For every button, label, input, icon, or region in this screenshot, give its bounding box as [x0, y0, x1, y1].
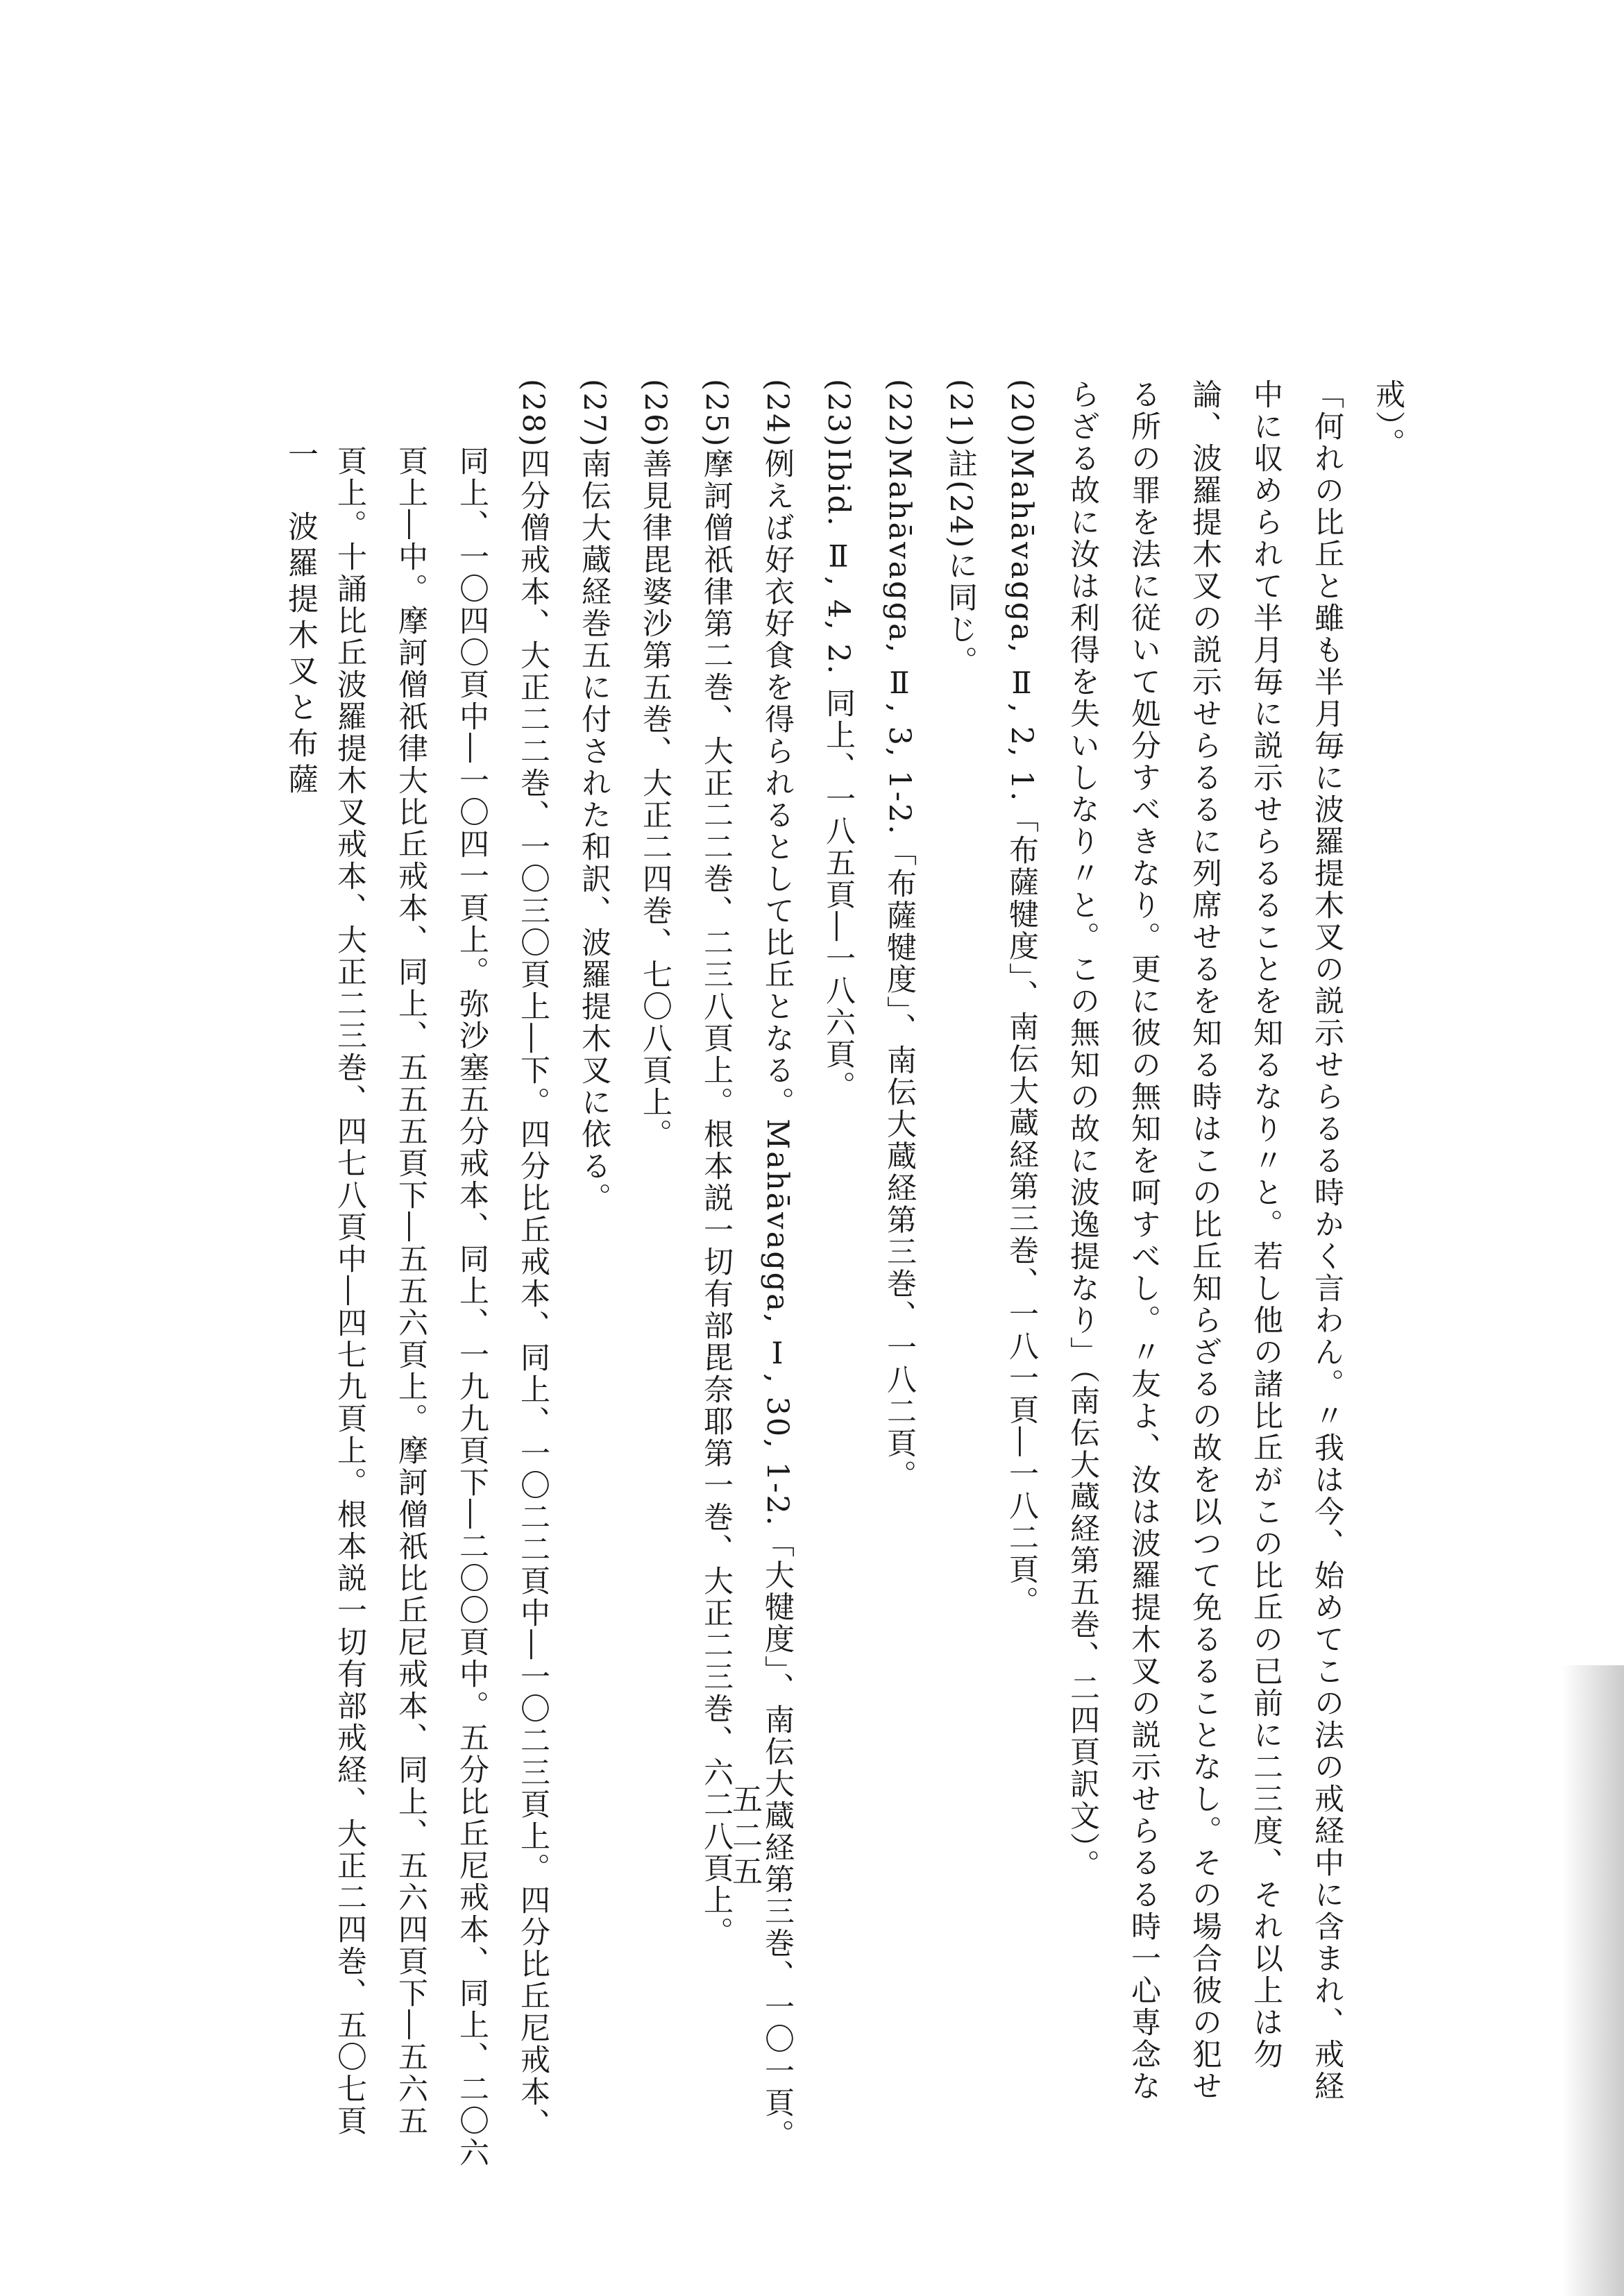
note-number: (21) — [943, 379, 978, 449]
note-text: 例えば好衣好食を得られるとして比丘となる。Mahāvagga, Ⅰ, 30, 1-2.「大犍度」、南伝大蔵経第三巻、一〇一頁。 — [760, 448, 795, 2152]
note-21 — [930, 379, 991, 1947]
note-text: 頁上―中。摩訶僧祇律大比丘戒本、同上、五五五頁下―五五六頁上。摩訶僧祇比丘尼戒本、同上、五六四頁下―五六五 — [394, 445, 428, 2137]
note-text: Mahāvagga, Ⅱ, 3, 1-2.「布薩犍度」、南伝大蔵経第三巻、一八二頁。 — [882, 448, 917, 1492]
text-line: 論、波羅提木叉の説示せらるるに列席せるを知る時はこの比丘知らざるの故を以つて免るることなし。その場合彼の犯せ — [1187, 379, 1222, 2102]
note-23 — [808, 379, 869, 1947]
note-28 — [502, 379, 564, 2141]
text-line: らざる故に汝は利得を失いしなり〃と。この無知の故に波逸提なり」（南伝大蔵経第五巻、二四頁訳文）。 — [1065, 379, 1100, 1881]
text-line: 中に収められて半月毎に説示せらるることを知るなり〃と。若し他の諸比丘がこの比丘の已前に二三度、それ以上は勿 — [1249, 379, 1283, 2070]
scan-edge-shadow — [1562, 1665, 1624, 2296]
note-text: 同上、一〇四〇頁中―一〇四一頁上。弥沙塞五分戒本、同上、一九九頁下―二〇〇頁中。五分比丘尼戒本、同上、二〇六 — [455, 445, 489, 2169]
note-text: 頁上。十誦比丘波羅提木叉戒本、大正二三巻、四七八頁中―四七九頁上。根本説一切有部戒経、大正二四巻、五〇七頁 — [332, 445, 367, 2137]
note-number: (25) — [699, 379, 734, 449]
note-text: 南伝大蔵経巻五に付された和訳、波羅提木叉に依る。 — [577, 448, 611, 1215]
note-22 — [869, 379, 930, 1947]
note-number: (20) — [1004, 379, 1039, 449]
note-24 — [747, 379, 808, 2152]
running-footer-title: 一 波羅提木叉と布薩 — [282, 439, 318, 799]
page-number: 五二五 — [727, 1783, 762, 1891]
note-number: (26) — [638, 379, 673, 449]
main-text-block — [319, 379, 1419, 2169]
note-20 — [991, 379, 1052, 1947]
note-28-continued — [380, 379, 441, 2137]
note-number: (27) — [577, 379, 611, 449]
note-number: (24) — [760, 379, 795, 449]
note-number: (22) — [882, 379, 917, 449]
note-text: 註(24)に同じ。 — [943, 448, 978, 678]
note-text: 四分僧戒本、大正二二巻、一〇三〇頁上―下。四分比丘戒本、同上、一〇二二頁中―一〇二三頁上。四分比丘尼戒本、 — [516, 448, 550, 2141]
note-number: (28) — [516, 379, 550, 449]
note-text: 摩訶僧祇律第二巻、大正二二巻、二三八頁上。根本説一切有部毘奈耶第一巻、大正二三巻、六二八頁上。 — [699, 448, 734, 1949]
note-number: (23) — [821, 379, 856, 449]
note-28-continued — [441, 379, 502, 2169]
note-27 — [564, 379, 625, 1947]
note-26 — [625, 379, 686, 1947]
note-text: 善見律毘婆沙第五巻、大正二四巻、七〇八頁上。 — [638, 448, 673, 1151]
note-text: Ibid. Ⅱ, 4, 2. 同上、一八五頁―一八六頁。 — [821, 448, 856, 1103]
note-28-continued — [319, 379, 380, 2137]
text-line: 戒）。 — [1371, 379, 1405, 460]
text-line: る所の罪を法に従いて処分すべきなり。更に彼の無知を呵すべし。〃友よ、汝は波羅提木叉の説示せらるる時一心専念な — [1126, 379, 1161, 2102]
note-text: Mahāvagga, Ⅱ, 2, 1.「布薩犍度」、南伝大蔵経第三巻、一八一頁―一八二頁。 — [1004, 448, 1039, 1618]
text-line: 「何れの比丘と雖も半月毎に波羅提木叉の説示せらるる時かく言わん。〃我は今、始めてこの法の戒経中に含まれ、戒経 — [1310, 379, 1344, 2102]
note-25 — [686, 379, 747, 1947]
